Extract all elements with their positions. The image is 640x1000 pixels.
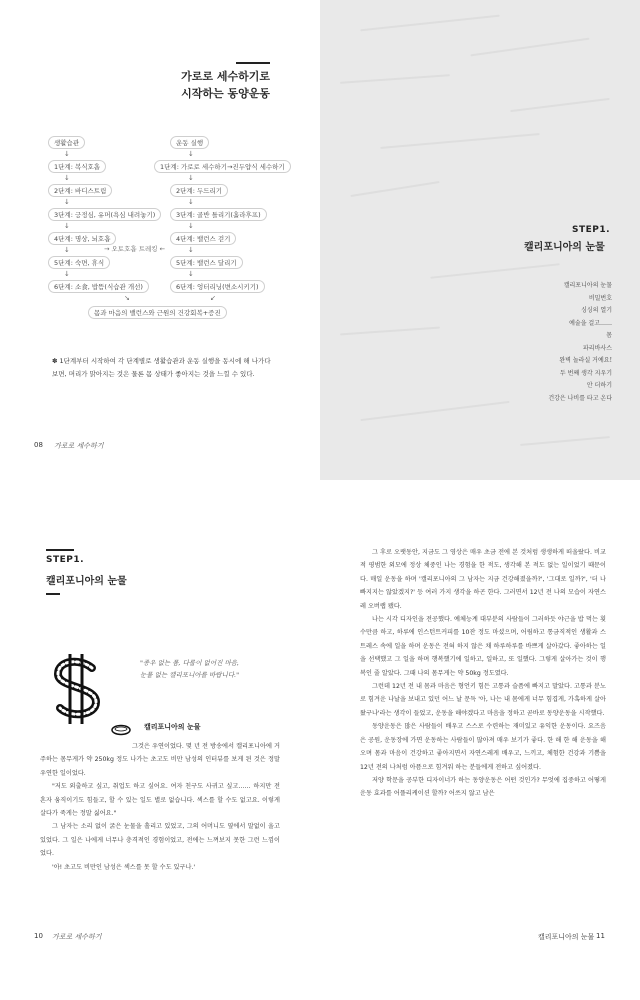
paragraph: 그 남자는 소리 없이 굵은 눈물을 흘리고 있었고, 그의 어머니도 옆에서 말없이 울고 있었다. 그 일은 나에게 너무나 충격적인 경험이었고, 전에는 느껴보지 못한 그런 느낌이었다. — [40, 823, 280, 858]
page-note: ✽ 1단계부터 시작하여 각 단계별로 생활습관과 운동 실행을 동시에 해 나가다 보면, 머리가 맑아지는 것은 물론 몸 상태가 좋아지는 것을 느낄 수 있다. — [52, 357, 271, 378]
title-line-2: 시작하는 동양운동 — [181, 87, 270, 100]
poem-line: 예술을 걸고…… — [569, 319, 612, 327]
page-09 — [320, 0, 640, 480]
flow-right-step-4: 4단계: 밸런스 걷기 — [170, 232, 236, 245]
page-title — [150, 68, 270, 102]
down-arrow-icon: ↓ — [188, 270, 194, 278]
title-rule — [236, 62, 270, 64]
page-11 — [320, 500, 640, 1000]
flow-left-step-2: 2단계: 바디스트림 — [48, 184, 112, 197]
bg-stroke — [350, 181, 439, 197]
flow-right-step-3: 3단계: 골반 틀리기(흘라후프) — [170, 208, 267, 221]
poem-line: 건강은 나비를 타고 온다 — [548, 394, 612, 402]
poem-line: 싱싱의 열기 — [581, 307, 612, 314]
paragraph: 그런데 12년 전 내 몸과 마음은 형언키 힘든 고통과 슬픔에 빠지고 말았다. 고통과 분노로 힘겨운 나날을 보내고 있던 어느 날 문득 '아, 나는 내 몸에게 너무 힘겹게, 가혹하게 살아왔구나'라는 생각이 들었고, 운동을 해야겠다고 마음을 정하고 곧바로 동양운동을 시작했다. — [360, 683, 606, 717]
bg-stroke — [430, 263, 559, 279]
paragraph: 그것은 우연이었다. 몇 년 전 방송에서 캘리포니아에 거주하는 몸무게가 약 250kg 정도 나가는 초고도 비만 남성의 인터뷰를 보게 된 것은 정말 우연한 일이었다. — [40, 743, 280, 777]
paragraph: 동양운동은 많은 사람들이 배우고 스스로 수련하는 재미있고 유익한 운동이다. 요즈음은 공원, 운동장에 가면 운동하는 사람들이 많아져 매우 보기가 좋다. 한 해 한 해 운동을 해오며 몸과 마음이 건강하고 좋아지면서 자연스레게 배우고, 느끼고, 체험한 건강과 기쁨을 12년 전의 나처럼 아픔으로 힘겨워 하는 분들에게 전하고 싶어졌다. — [360, 723, 606, 771]
bottom-spread — [0, 500, 640, 1000]
flow-right-step-1: 1단계: 가로로 세수하기→진두얍식 세수하기 — [154, 160, 291, 173]
page-11-body — [360, 546, 606, 801]
folio-title: 캘리포니아의 눈물 — [538, 933, 595, 941]
poem-line: 파리바사스 — [583, 344, 612, 352]
flow-left-header: 생활습관 — [48, 136, 85, 149]
folio-signature: 가로로 세수하기 — [52, 933, 102, 941]
folio-signature: 가로로 세수하기 — [54, 442, 104, 450]
step-top-rule — [46, 549, 74, 551]
bg-stroke — [340, 327, 440, 336]
folio-number: 10 — [34, 932, 43, 940]
step-title: 캘리포니아의 눈물 — [524, 242, 605, 253]
quote-line-2: 눈물 없는 캘리포니아를 바랍니다." — [140, 671, 240, 679]
flow-right-step-2: 2단계: 두드리기 — [170, 184, 228, 197]
poem-line: 두 번째 생각 지우기 — [559, 369, 612, 377]
down-arrow-icon: ↓ — [64, 174, 70, 182]
down-arrow-icon: ↓ — [188, 222, 194, 230]
step-title: 캘리포니아의 눈물 — [46, 576, 127, 587]
converge-arrow-left-icon: ↘ — [124, 294, 130, 302]
folio-number: 11 — [596, 932, 605, 940]
flow-left-step-4: 4단계: 명상, 뇌호흡 — [48, 232, 116, 245]
flow-left-step-3: 3단계: 긍정심, 유머(욕심 내려놓기) — [48, 208, 161, 221]
down-arrow-icon: ↓ — [188, 246, 194, 254]
down-arrow-icon: ↓ — [64, 222, 70, 230]
poem-line: 비밀번호 — [588, 294, 612, 302]
step-label: STEP1. — [572, 225, 611, 235]
flowchart — [40, 130, 300, 320]
down-arrow-icon: ↓ — [64, 198, 70, 206]
flow-right-header: 운동 실행 — [170, 136, 209, 149]
quote-line-1: "종우 없는 몸, 다룹이 없어진 마음, — [140, 659, 240, 667]
step-bottom-rule — [46, 593, 60, 595]
bg-stroke — [380, 133, 540, 149]
paragraph: "저도 외출하고 싶고, 취업도 하고 싶어요. 여자 친구도 사귀고 싶고…… 하지만 전 혼자 움직이기도 힘들고, 할 수 있는 일도 별로 없습니다. 섹스를 할 수도 없고요. 이렇게 살다가 죽게는 정말 싫어요." — [40, 783, 280, 818]
flow-left-step-1: 1단계: 복식호흡 — [48, 160, 106, 173]
paragraph: 저양 학문을 공부한 디자이너가 하는 동양운동은 어떤 것인가? 무엇에 집중하고 어떻게 운동 효과를 어플리케이션 할까? 어쓰지 않고 남은 — [360, 776, 606, 798]
flow-result: 몸과 마음의 밸런스와 근원의 건강회복+증진 — [88, 306, 227, 319]
down-arrow-icon: ↓ — [188, 150, 194, 158]
title-line-1: 가로로 세수하기로 — [181, 70, 270, 83]
poem-line: 캘리포니아의 눈물 — [563, 282, 612, 289]
down-arrow-icon: ↓ — [188, 198, 194, 206]
bg-stroke — [360, 15, 499, 32]
down-arrow-icon: ↓ — [64, 246, 70, 254]
flow-cross-link: → 오토호흡 트레킹 ← — [104, 245, 166, 253]
paragraph: 나는 시각 디자인을 전공했다. 예체능계 대부분의 사람들이 그러하듯 야근을 밥 먹는 횟수만큼 하고, 하루에 인스턴트커피를 10잔 정도 마셨으며, 어림하고 통금직적인 생활과 스트레스 속에 일을 하며 운동은 전혀 하지 않은 채 하루하루를 바쁘게 살아갔다. 좋아하는 일을 선택했고 그 일을 하며 행복했기에 일하고, 일하고, 또 일했다. 그렇게 살아가는 것이 행복인 줄 알았다. 그때 나의 몸무게는 약 50kg 정도였다. — [360, 616, 606, 677]
flow-right-step-6: 6단계: 엉터리닝(변소시키기) — [170, 280, 265, 293]
page-10 — [0, 500, 320, 1000]
bg-stroke — [470, 38, 589, 57]
step-label: STEP1. — [46, 555, 85, 565]
down-arrow-icon: ↓ — [188, 174, 194, 182]
subhead: 캘리포니아의 눈물 — [144, 723, 201, 731]
flow-right-step-5: 5단계: 밸런스 달리기 — [170, 256, 243, 269]
poem-line: 안 더하기 — [586, 382, 612, 389]
paragraph: 그 후로 오랫동안, 지금도 그 영상은 매우 초금 전에 본 것처럼 생생하게 떠올랐다. 비교적 평범한 외모에 정상 체중인 나는 경험을 한 적도, 생각해 본 적도 없는 일이었기 때문이다. 매일 운동을 하며 '캘리포니아의 그 남자는 지금 건강해졌을까?', '그대로 일까?', '더 나빠지지는 않았겠지?' 등 여러 가지 생각을 하곤 한다. 그러면서 12년 전 나의 모습이 자연스레 오버랩 됐다. — [360, 549, 606, 610]
bg-stroke — [510, 98, 609, 112]
down-arrow-icon: ↓ — [64, 150, 70, 158]
dollar-sign-icon — [40, 650, 120, 730]
flow-left-step-6: 6단계: 소食, 밥뜸(식습관 개선) — [48, 280, 149, 293]
coin-icon — [110, 724, 132, 736]
bg-stroke — [340, 74, 450, 84]
page-10-body — [40, 740, 280, 874]
pull-quote — [140, 657, 280, 681]
top-spread — [0, 0, 640, 480]
folio-number: 08 — [34, 441, 43, 449]
poem-line: 몸 — [606, 332, 612, 339]
converge-arrow-right-icon: ↙ — [210, 294, 216, 302]
poem-line: 완벽 놀라실 거예요! — [559, 357, 612, 364]
page-08 — [0, 0, 320, 480]
down-arrow-icon: ↓ — [64, 270, 70, 278]
bg-stroke — [520, 436, 610, 446]
poem — [480, 280, 612, 405]
paragraph: '아! 초고도 비만인 남성은 섹스를 못 할 수도 있구나.' — [52, 863, 196, 871]
flow-left-step-5: 5단계: 숙면, 휴식 — [48, 256, 110, 269]
